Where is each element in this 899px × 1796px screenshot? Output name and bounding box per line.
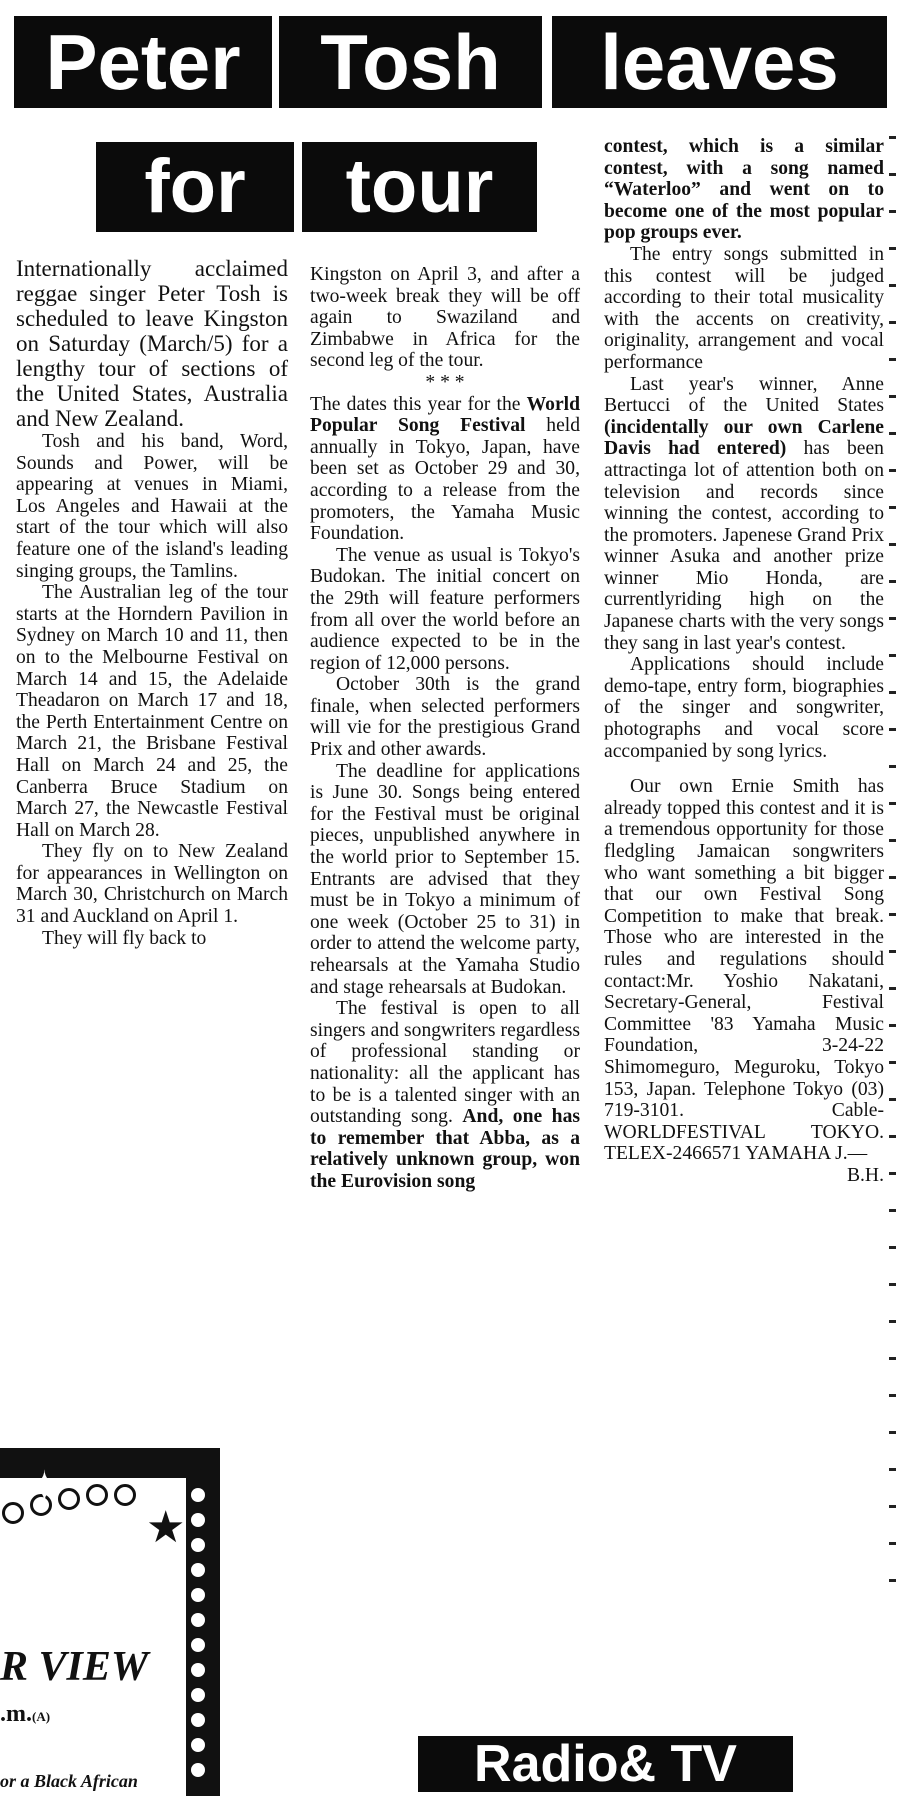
paragraph: October 30th is the grand finale, when selected performers will vie for the prestigious Grand Prix and other awards. bbox=[310, 674, 580, 761]
headline-word-for: for bbox=[96, 142, 294, 232]
text-run: has been attractinga lot of attention both on television and records since winning the contest, according to the promoters. Japenese Grand Prix winner Asuka and another prize winner Mio Honda, are currentlyriding high on the Japanese charts with the very songs they sang in last year's contest. bbox=[604, 438, 884, 654]
paragraph: Our own Ernie Smith has already topped this contest and it is a tremendous opportunity for those fledgling Jamaican songwriters who want something a bit bigger that our own Festival Song Competition to make that break. Those who are interested in the rules and regulations should contact:Mr. Yoshio Nakatani, Secretary-General, Festival Committee '83 Yamaha Music Foundation, 3-24-22 Shimomeguro, Meguroku, Tokyo 153, Japan. Telephone Tokyo (03) 719-3101. Cable-WORLDFESTIVAL TOKYO. TELEX-2466571 YAMAHA J.— bbox=[604, 776, 884, 1165]
paragraph: The Australian leg of the tour starts at the Horndern Pavilion in Sydney on March 10 and 11, then on to the Melbourne Festival on March 14 and 15, the Adelaide Theadaron on March 17 and 18, the Perth Entertainment Centre on March 21, the Brisbane Festival Hall on March 24 and 25, the Canberra Bruce Stadium on March 27, the Newcastle Festival Hall on March 28. bbox=[16, 582, 288, 841]
text-run: Last year's winner, Anne Bertucci of the United States bbox=[604, 373, 884, 417]
advertisement-box bbox=[0, 1448, 222, 1796]
text-run: held annually in Tokyo, Japan, have been set as October 29 and 30, according to a release from the promoters, the Yamaha Music Foundation. bbox=[310, 415, 580, 545]
article-column-3 bbox=[604, 136, 884, 1187]
ad-time-suffix: (A) bbox=[32, 1709, 51, 1724]
article-column-2 bbox=[310, 264, 580, 1193]
paragraph bbox=[310, 394, 580, 545]
text-run: The dates this year for the bbox=[310, 393, 521, 415]
star-icon: ★ bbox=[146, 1503, 186, 1552]
ad-tagline: or a Black African bbox=[0, 1771, 138, 1791]
paragraph: Applications should include demo-tape, entry form, biographies of the singer and songwriter, photographs and vocal score accompanied by song lyrics. bbox=[604, 654, 884, 762]
paragraph bbox=[604, 374, 884, 655]
headline-word-tosh: Tosh bbox=[279, 16, 542, 108]
ad-time bbox=[0, 1702, 50, 1726]
bold-text-run: And, one has to remember that Abba, as a relatively unknown group, won the Eurovision song bbox=[310, 1106, 580, 1192]
paragraph: The venue as usual is Tokyo's Budokan. The initial concert on the 29th will feature performers from all over the world before an audience expected to be in the region of 12,000 persons. bbox=[310, 544, 580, 674]
paragraph: The entry songs submitted in this contest will be judged according to their total musicality with the accents on creativity, originality, arrangement and vocal performance bbox=[604, 243, 884, 373]
headline-word-tour: tour bbox=[302, 142, 537, 232]
paragraph: They will fly back to bbox=[42, 927, 207, 949]
ad-title: R VIEW bbox=[0, 1644, 149, 1690]
star-icon: ✦ bbox=[26, 1463, 63, 1512]
paragraph bbox=[310, 998, 580, 1192]
paragraph: Tosh and his band, Word, Sounds and Power, will be appearing at venues in Miami, Los Angeles and Hawaii at the start of the tour which will also feature one of the island's leading singing groups, the Tamlins. bbox=[16, 431, 288, 582]
paragraph: contest, which is a similar contest, with a song named “Waterloo” and went on to become one of the most popular pop groups ever. bbox=[604, 136, 884, 244]
ad-time-text: .m. bbox=[0, 1701, 32, 1727]
paragraph: Kingston on April 3, and after a two-week break they will be off again to Swaziland and Zimbabwe in Africa for the second leg of the tour. bbox=[310, 264, 580, 372]
headline-word-leaves: leaves bbox=[552, 16, 887, 108]
byline: B.H. bbox=[846, 1164, 884, 1186]
paragraph: Internationally acclaimed reggae singer Peter Tosh is scheduled to leave Kingston on Saturday (March/5) for a lengthy tour of sections of the United States, Australia and New Zealand. bbox=[16, 256, 288, 431]
text-run: The festival is open to all singers and songwriters regardless of professional standing or nationality: all the applicant has to be is a talented singer with an outstanding song. bbox=[310, 998, 580, 1128]
ad-bulb-column bbox=[186, 1488, 210, 1788]
bold-text-run: (incidentally our own Carlene Davis had entered) bbox=[604, 416, 884, 460]
section-separator: * * * bbox=[425, 371, 465, 393]
paragraph: They fly on to New Zealand for appearances in Wellington on March 30, Christchurch on March 31 and Auckland on April 1. bbox=[16, 841, 288, 928]
paragraph: The deadline for applications is June 30. Songs being entered for the Festival must be original pieces, unpublished anywhere in the world prior to September 15. Entrants are advised that they must be in Tokyo a minimum of one week (October 25 to 31) in order to attend the welcome party, rehearsals at the Yamaha Studio and stage rehearsals at Budokan. bbox=[310, 760, 580, 998]
festival-name: World Popular Song Festival bbox=[310, 393, 580, 437]
article-column-1 bbox=[16, 256, 288, 949]
section-banner-radio-tv: Radio& TV bbox=[418, 1736, 793, 1792]
adjacent-column-edge bbox=[887, 136, 899, 1766]
headline-word-peter: Peter bbox=[14, 16, 272, 108]
